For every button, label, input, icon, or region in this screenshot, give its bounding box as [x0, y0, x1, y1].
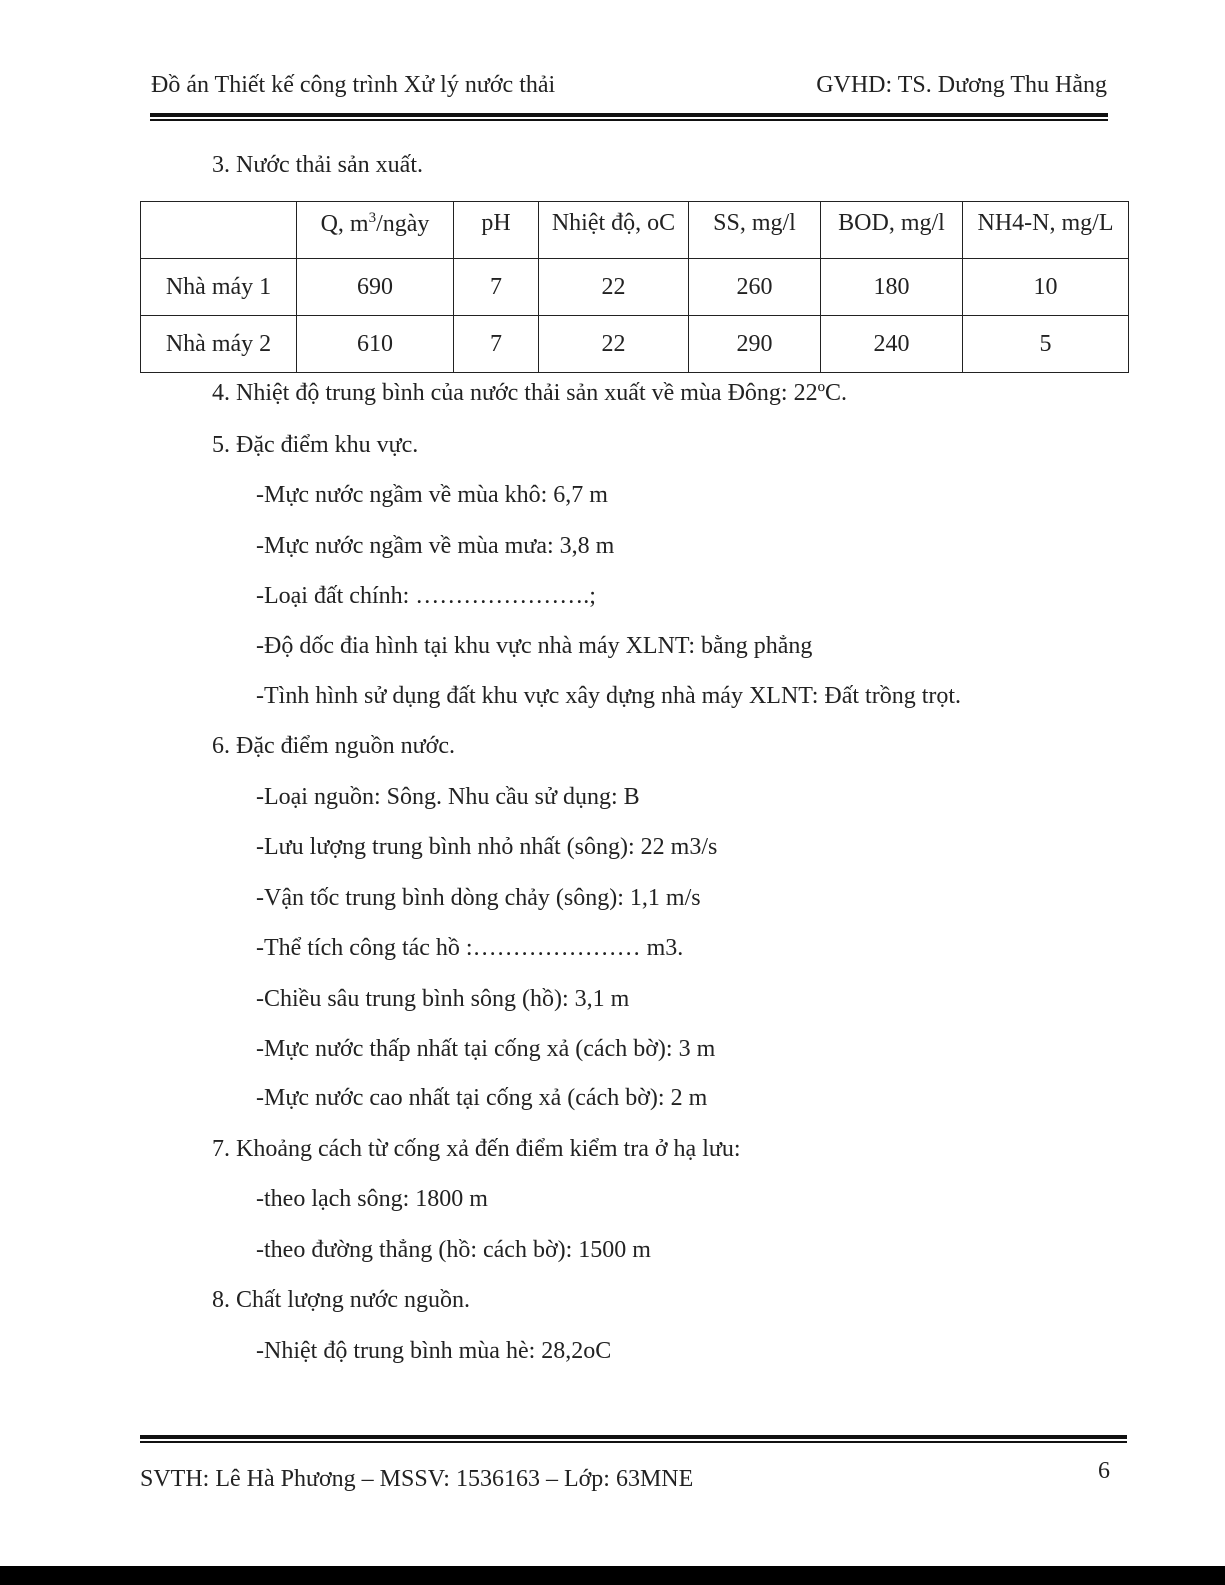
row-temp: 22 [539, 259, 689, 316]
table-header-flow [297, 202, 454, 259]
section-6-item: -Lưu lượng trung bình nhỏ nhất (sông): 22 m3/s [256, 834, 718, 860]
section-4-text: 4. Nhiệt độ trung bình của nước thải sản xuất về mùa Đông: 22ºC. [212, 380, 848, 406]
header-supervisor: GVHD: TS. Dương Thu Hằng [816, 72, 1107, 98]
footer-rule-thin [140, 1441, 1127, 1443]
section-8-item: -Nhiệt độ trung bình mùa hè: 28,2oC [256, 1338, 612, 1364]
section-6-item: -Chiều sâu trung bình sông (hồ): 3,1 m [256, 986, 630, 1012]
row-nh4: 5 [963, 316, 1129, 373]
table-header-bod: BOD, mg/l [821, 202, 963, 259]
header-flow-unit: /ngày [376, 211, 430, 237]
table-row [141, 316, 1129, 373]
section-8-heading: 8. Chất lượng nước nguồn. [212, 1287, 471, 1313]
table-header-ph: pH [454, 202, 539, 259]
section-7-item: -theo đường thẳng (hồ: cách bờ): 1500 m [256, 1237, 651, 1263]
row-name: Nhà máy 1 [141, 259, 297, 316]
section-5-heading: 5. Đặc điểm khu vực. [212, 432, 419, 458]
page-number: 6 [1098, 1458, 1110, 1484]
row-ph: 7 [454, 316, 539, 373]
header-rule-thick [150, 113, 1108, 117]
section-5-item: -Loại đất chính: ………………….; [256, 583, 596, 609]
section-6-item: -Loại nguồn: Sông. Nhu cầu sử dụng: B [256, 784, 640, 810]
table-header-temp: Nhiệt độ, oC [539, 202, 689, 259]
row-nh4: 10 [963, 259, 1129, 316]
footer-student-info: SVTH: Lê Hà Phương – MSSV: 1536163 – Lớp: 63MNE [140, 1466, 694, 1492]
row-temp: 22 [539, 316, 689, 373]
section-6-item: -Vận tốc trung bình dòng chảy (sông): 1,1 m/s [256, 885, 701, 911]
section-7-heading: 7. Khoảng cách từ cống xả đến điểm kiểm tra ở hạ lưu: [212, 1136, 741, 1162]
bottom-edge-bar [0, 1566, 1225, 1585]
table-header-empty [141, 202, 297, 259]
section-5-item: -Độ dốc đia hình tại khu vực nhà máy XLNT: bằng phẳng [256, 633, 813, 659]
row-flow: 610 [297, 316, 454, 373]
section-3-heading: 3. Nước thải sản xuất. [212, 152, 423, 178]
row-name: Nhà máy 2 [141, 316, 297, 373]
wastewater-table [140, 201, 1129, 373]
table-row [141, 259, 1129, 316]
header-flow-sup: 3 [368, 210, 377, 226]
header-title: Đồ án Thiết kế công trình Xử lý nước thải [151, 72, 556, 98]
table-header-nh4: NH4-N, mg/L [963, 202, 1129, 259]
section-6-item: -Mực nước cao nhất tại cống xả (cách bờ): 2 m [256, 1085, 708, 1111]
section-5-item: -Tình hình sử dụng đất khu vực xây dựng nhà máy XLNT: Đất trồng trọt. [256, 683, 962, 709]
header-rule-thin [150, 119, 1108, 121]
row-bod: 240 [821, 316, 963, 373]
section-6-heading: 6. Đặc điểm nguồn nước. [212, 733, 455, 759]
section-6-item: -Mực nước thấp nhất tại cống xả (cách bờ): 3 m [256, 1036, 716, 1062]
row-ss: 260 [689, 259, 821, 316]
row-bod: 180 [821, 259, 963, 316]
section-6-item: -Thể tích công tác hồ :………………… m3. [256, 935, 684, 961]
table-header-ss: SS, mg/l [689, 202, 821, 259]
row-ss: 290 [689, 316, 821, 373]
section-5-item: -Mực nước ngầm về mùa mưa: 3,8 m [256, 533, 615, 559]
footer-rule-thick [140, 1435, 1127, 1439]
header-flow-text: Q, m [320, 211, 369, 237]
section-5-item: -Mực nước ngầm về mùa khô: 6,7 m [256, 482, 608, 508]
table-header-row [141, 202, 1129, 259]
row-ph: 7 [454, 259, 539, 316]
section-7-item: -theo lạch sông: 1800 m [256, 1186, 488, 1212]
row-flow: 690 [297, 259, 454, 316]
